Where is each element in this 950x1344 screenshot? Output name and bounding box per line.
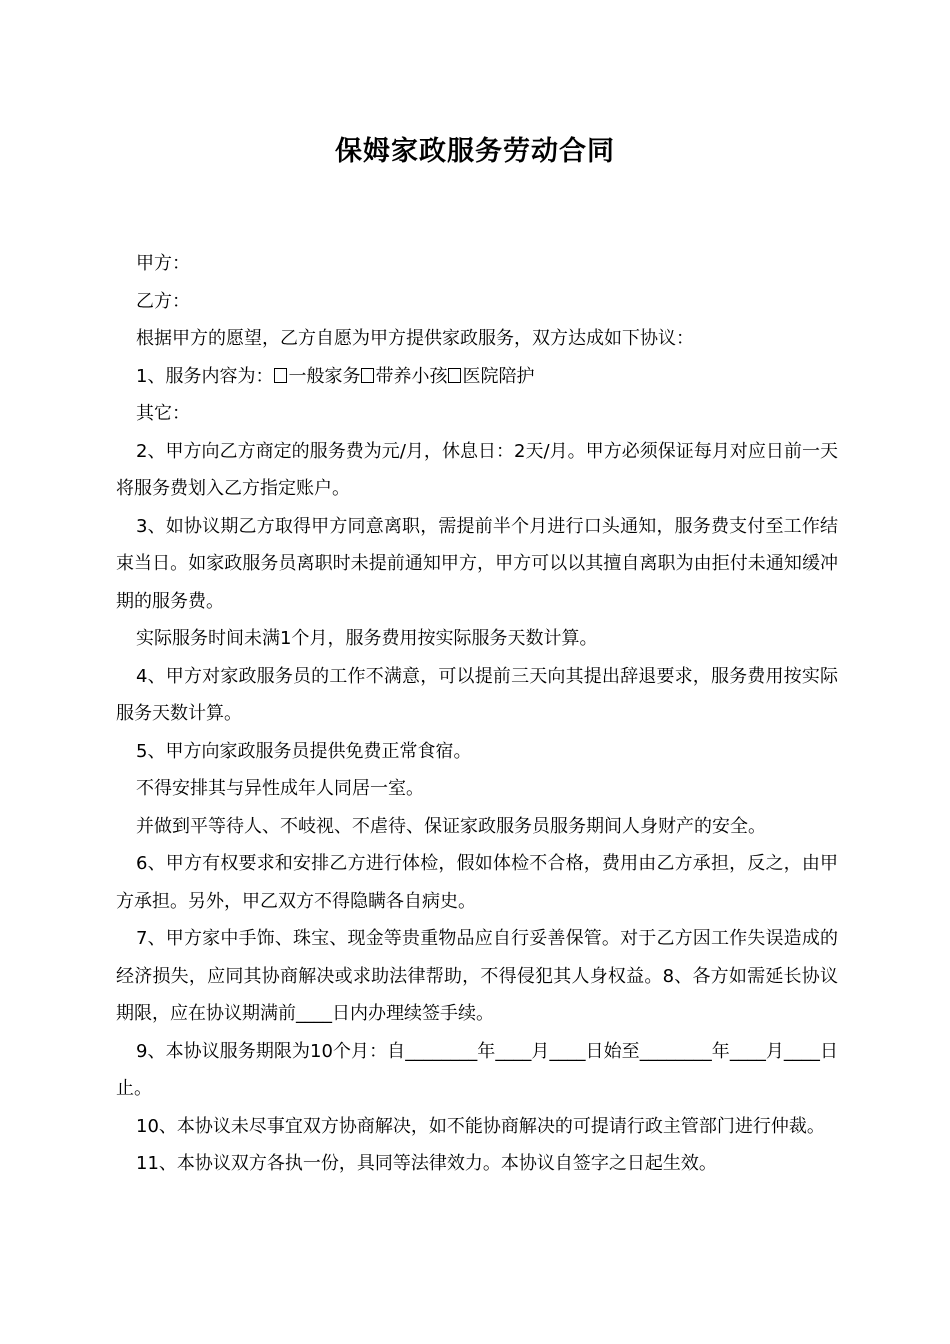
clause-3-paragraph: 3、如协议期乙方取得甲方同意离职，需提前半个月进行口头通知，服务费支付至工作结束当日。如家政服务员离职时未提前通知甲方，甲方可以以其擅自离职为由拒付未通知缓冲期的服务费。: [116, 515, 838, 612]
option-general-housework: 一般家务: [288, 365, 361, 387]
clause-10-paragraph: 10、本协议未尽事宜双方协商解决，如不能协商解决的可提请行政主管部门进行仲裁。: [136, 1115, 825, 1137]
clause-1-prefix: 1、服务内容为：: [136, 365, 274, 387]
party-a-line: 甲方：: [136, 253, 190, 274]
clause-5-paragraph: 5、甲方向家政服务员提供免费正常食宿。: [136, 740, 472, 762]
checkbox-hospital-care[interactable]: [448, 368, 461, 383]
document-body: [116, 245, 838, 1183]
clause-4-paragraph: 4、甲方对家政服务员的工作不满意，可以提前三天向其提出辞退要求，服务费用按实际服务天数计算。: [116, 665, 838, 724]
clause-3b-paragraph: 实际服务时间未满1个月，服务费用按实际服务天数计算。: [136, 628, 598, 649]
option-childcare: 带养小孩: [375, 365, 448, 387]
clause-1-service-content: [116, 358, 838, 396]
clause-2-paragraph: 2、甲方向乙方商定的服务费为元/月，休息日：2天/月。甲方必须保证每月对应日前一天将服务费划入乙方指定账户。: [116, 440, 838, 499]
intro-paragraph: 根据甲方的愿望，乙方自愿为甲方提供家政服务，双方达成如下协议：: [136, 328, 694, 349]
other-line: 其它：: [136, 403, 190, 424]
clause-5c-paragraph: 并做到平等待人、不岐视、不虐待、保证家政服务员服务期间人身财产的安全。: [136, 815, 766, 837]
clause-11-paragraph: 11、本协议双方各执一份，具同等法律效力。本协议自签字之日起生效。: [136, 1153, 717, 1174]
clause-6-paragraph: 6、甲方有权要求和安排乙方进行体检，假如体检不合格，费用由乙方承担，反之，由甲方承担。另外，甲乙双方不得隐瞒各自病史。: [116, 853, 838, 912]
document-title: 保姆家政服务劳动合同: [335, 136, 615, 167]
option-hospital-care: 医院陪护: [462, 365, 535, 387]
party-b-line: 乙方：: [136, 290, 190, 312]
checkbox-general-housework[interactable]: [274, 368, 287, 383]
clause-7-paragraph: 7、甲方家中手饰、珠宝、现金等贵重物品应自行妥善保管。对于乙方因工作失误造成的经济损失，应同其协商解决或求助法律帮助，不得侵犯其人身权益。8、各方如需延长协议期限，应在协议期满前____日内办理续签手续。: [116, 928, 838, 1024]
clause-5b-paragraph: 不得安排其与异性成年人同居一室。: [136, 778, 424, 799]
clause-9-paragraph: 9、本协议服务期限为10个月：自________年____月____日始至________年____月____日止。: [116, 1040, 838, 1099]
checkbox-childcare[interactable]: [361, 368, 374, 383]
